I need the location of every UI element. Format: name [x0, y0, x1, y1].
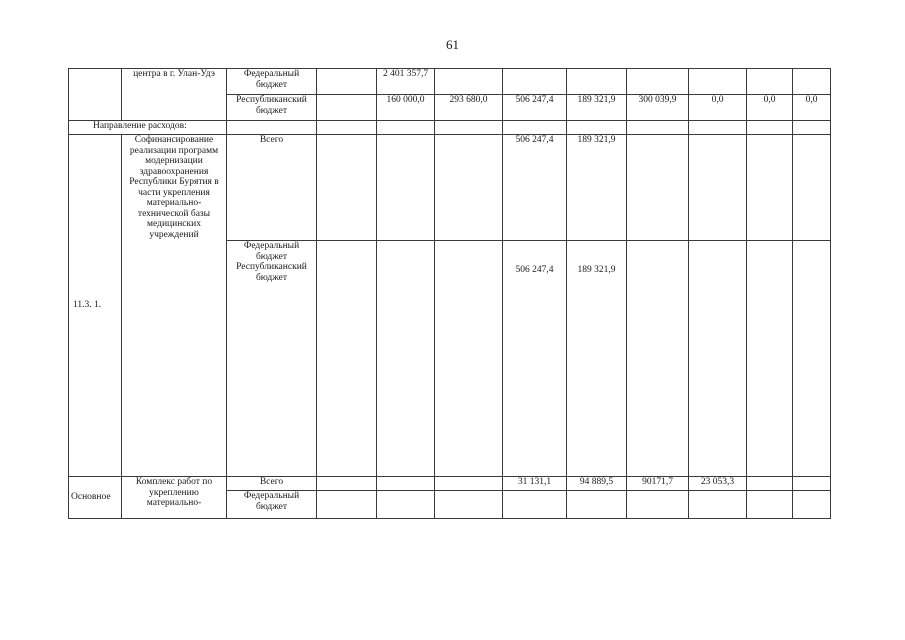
- cell-value: 506 247,4: [503, 135, 567, 241]
- cell-value: 90171,7: [627, 477, 689, 491]
- cell-name: Софинансирование реализации программ модернизации здравоохранения Республики Бурятия в части укрепления материально-технической базы медицинских учреждений: [122, 135, 227, 477]
- cell-value: 160 000,0: [377, 95, 435, 121]
- budget-table: [68, 68, 831, 519]
- cell-source: Республиканский бюджет: [227, 95, 317, 121]
- cell-code: [69, 69, 122, 121]
- table-row: [69, 135, 831, 241]
- cell-value: 506 247,4: [503, 95, 567, 121]
- cell-name: Комплекс работ по укреплению материально-: [122, 477, 227, 519]
- cell-value: 0,0: [793, 95, 831, 121]
- cell-value: 2 401 357,7: [377, 69, 435, 95]
- cell-value: 0,0: [747, 95, 793, 121]
- cell-value: 293 680,0: [435, 95, 503, 121]
- cell-source: Федеральный бюджет Республиканский бюджет: [227, 241, 317, 477]
- table-row: [69, 121, 831, 135]
- table-row: [69, 477, 831, 491]
- cell-name: центра в г. Улан-Удэ: [122, 69, 227, 121]
- cell-value: 94 889,5: [567, 477, 627, 491]
- cell-code: 11.3. 1.: [69, 135, 122, 477]
- cell-value: 300 039,9: [627, 95, 689, 121]
- cell-value: 0,0: [689, 95, 747, 121]
- section-label: Направление расходов:: [69, 121, 227, 135]
- cell-value: 506 247,4: [503, 241, 567, 477]
- cell-source: Всего: [227, 135, 317, 241]
- table-row: [69, 69, 831, 95]
- cell-value: 189 321,9: [567, 95, 627, 121]
- cell-value: 189 321,9: [567, 135, 627, 241]
- cell-value: 31 131,1: [503, 477, 567, 491]
- cell-value: 23 053,3: [689, 477, 747, 491]
- cell-source: Федеральный бюджет: [227, 69, 317, 95]
- cell-code: Основное: [69, 477, 122, 519]
- cell-source: Всего: [227, 477, 317, 491]
- cell-source: Федеральный бюджет: [227, 491, 317, 519]
- cell-value: 189 321,9: [567, 241, 627, 477]
- page-number: 61: [446, 37, 459, 52]
